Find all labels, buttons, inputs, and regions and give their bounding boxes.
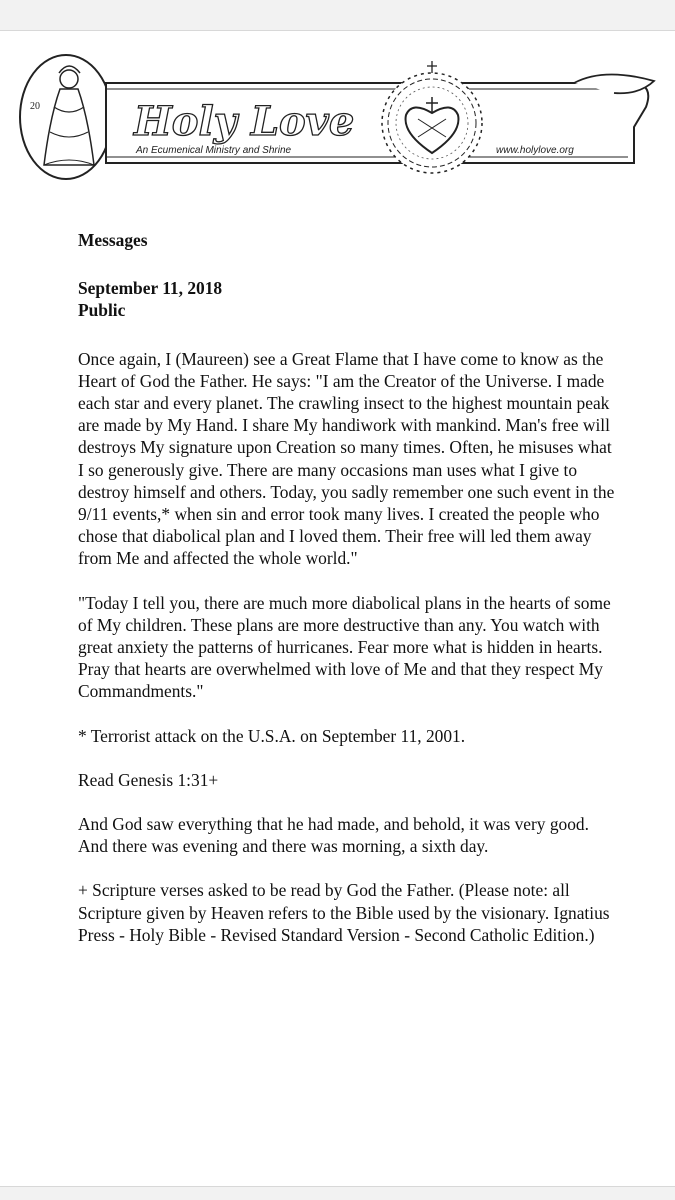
paragraph: Once again, I (Maureen) see a Great Flame that I have come to know as the Heart of God the Father. He says: "I am the Creator of the Universe. I made each star and every planet. The crawling insect to the highest mountain peak are made by My Hand. I share My handiwork with mankind. Man's free will destroys My signature upon Creation so many times. Often, he misuses what I so generously give. There are many occasions man uses what I give to destroy himself and others. Today, you sadly remember one such event in the 9/11 events,* when sin and error took many lives. I created the people who chose that diabolical plan and I loved them. Their free will led them away from Me and affected the whole world." (78, 348, 615, 569)
sacred-heart-icon (382, 61, 482, 173)
holy-love-banner (14, 37, 664, 187)
website-url[interactable]: www.holylove.org (496, 145, 574, 156)
emblem-mark: 20 (30, 101, 40, 112)
message-visibility: Public (78, 300, 126, 321)
message-body (78, 348, 618, 946)
scripture-reference: Read Genesis 1:31+ (78, 769, 219, 790)
scripture-note: + Scripture verses asked to be read by God the Father. (Please note: all Scripture given by Heaven refers to the Bible used by the visionary. Ignatius Press - Holy Bible - Revised Standard Version - Second Catholic Edition.) (78, 880, 610, 945)
logo-subtitle: An Ecumenical Ministry and Shrine (136, 145, 292, 156)
section-title: Messages (78, 230, 148, 250)
paragraph: "Today I tell you, there are much more diabolical plans in the hearts of some of My children. These plans are more destructive than any. You watch with great anxiety the patterns of hurricanes. Fear more what is hidden in hearts. Pray that hearts are overwhelmed with love of Me and that they respect My Commandments." (78, 592, 611, 702)
document-page (0, 30, 675, 1187)
footnote: * Terrorist attack on the U.S.A. on September 11, 2001. (78, 725, 466, 746)
message-date: September 11, 2018 (78, 278, 223, 299)
logo-title: Holy Love (134, 98, 355, 145)
date-block (78, 277, 618, 321)
madonna-emblem-icon (20, 55, 112, 179)
scripture-text: And God saw everything that he had made, and behold, it was very good. And there was evening and there was morning, a sixth day. (78, 814, 589, 857)
message-content (78, 229, 618, 968)
